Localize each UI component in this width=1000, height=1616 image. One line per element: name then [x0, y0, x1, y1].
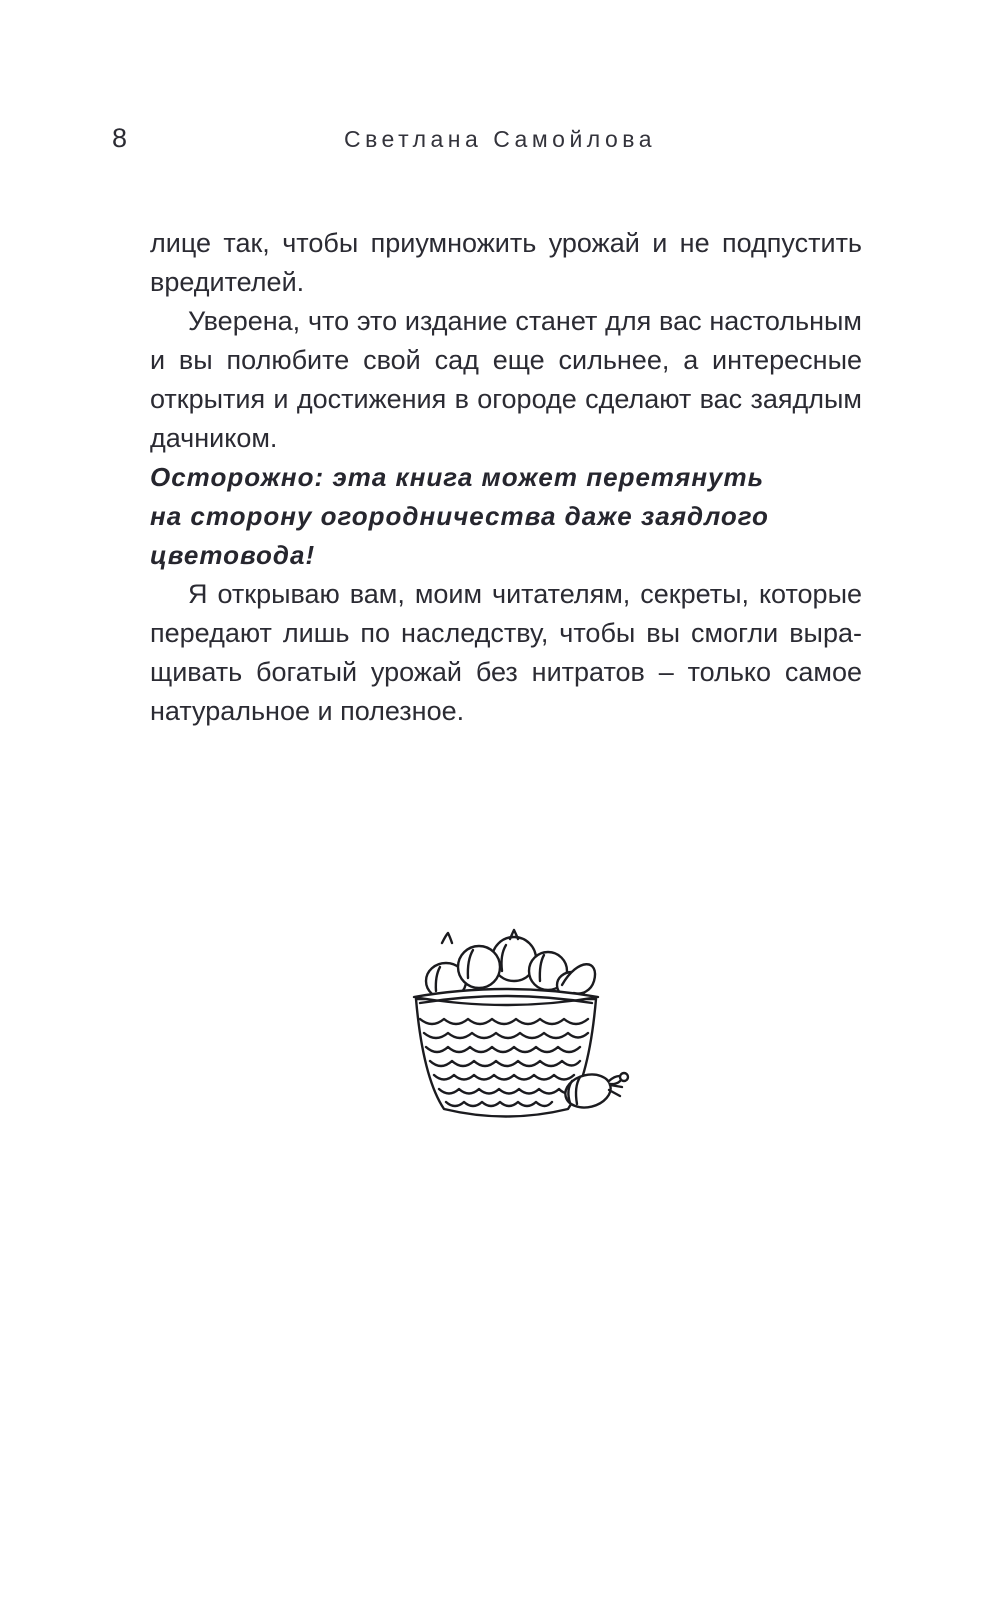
basket-of-onions-illustration: [150, 927, 862, 1127]
body-text: [150, 224, 862, 731]
running-head: Светлана Самойлова: [343, 126, 657, 152]
warning-quote: [150, 458, 770, 575]
quote-line: цветовода!: [150, 540, 316, 570]
paragraph-continuation: [150, 224, 862, 302]
text-line: открытия и достижения в огороде сделают вас заядлым: [150, 384, 862, 414]
text-line: дачником.: [150, 423, 278, 453]
paragraph: [150, 575, 862, 731]
text-line: вредителей.: [150, 267, 305, 297]
text-line: Уверена, что это издание станет для вас настольным: [188, 306, 862, 336]
quote-line: на сторону огородничества даже заядлого: [150, 501, 769, 531]
basket-of-onions-icon: [380, 927, 632, 1127]
paragraph: [150, 302, 862, 458]
quote-line: Осторожно: эта книга может перетянуть: [150, 462, 765, 492]
text-line: щивать богатый урожай без нитратов – только самое: [150, 657, 862, 687]
text-line: лице так, чтобы приумножить урожай и не подпустить: [150, 228, 862, 258]
page-header: [0, 122, 1000, 158]
text-line: передают лишь по наследству, чтобы вы смогли выра-: [150, 618, 862, 648]
text-line: натуральное и полезное.: [150, 696, 465, 726]
text-line: Я открываю вам, моим читателям, секреты, которые: [188, 579, 862, 609]
page-number: 8: [112, 123, 128, 153]
text-line: и вы полюбите свой сад еще сильнее, а интересные: [150, 345, 862, 375]
